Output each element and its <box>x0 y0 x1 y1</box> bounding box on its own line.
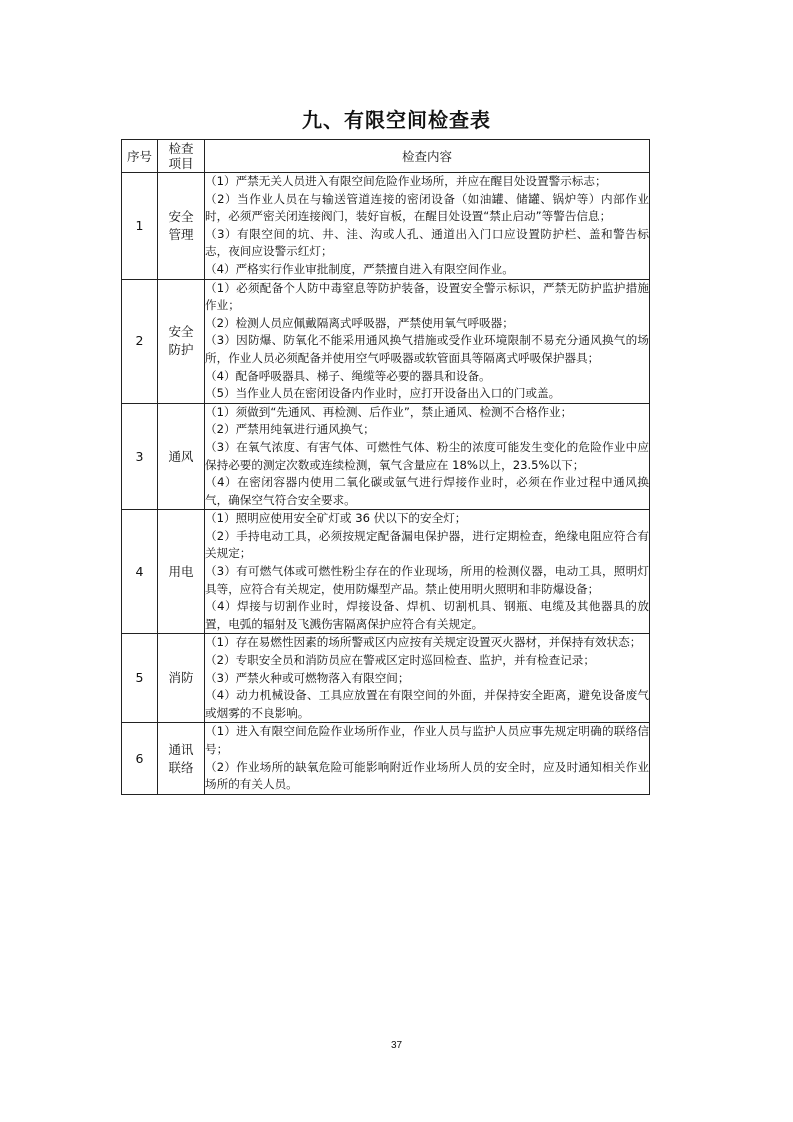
row-seq: 1 <box>122 173 158 280</box>
content-item: （4）在密闭容器内使用二氧化碳或氩气进行焊接作业时，必须在作业过程中通风换气，确保空气符合安全要求。 <box>205 475 649 507</box>
content-item: （4）配备呼吸器具、梯子、绳缆等必要的器具和设备。 <box>205 368 491 383</box>
content-item: （3）因防爆、防氧化不能采用通风换气措施或受作业环境限制不易充分通风换气的场所，作业人员必须配备并使用空气呼吸器或软管面具等隔离式呼吸保护器具； <box>205 333 649 365</box>
header-seq: 序号 <box>122 140 158 173</box>
row-category <box>158 173 205 280</box>
row-content <box>205 723 650 794</box>
row-category <box>158 723 205 794</box>
row-content <box>205 510 650 634</box>
table-row <box>122 173 650 280</box>
content-item: （2）当作业人员在与输送管道连接的密闭设备（如油罐、储罐、锅炉等）内部作业时，必须严密关闭连接阀门，装好盲板，在醒目处设置“禁止启动”等警告信息； <box>205 191 649 224</box>
table-row <box>122 279 650 403</box>
content-item: （1）进入有限空间危险作业场所作业，作业人员与监护人员应事先规定明确的联络信号； <box>205 724 649 756</box>
row-seq: 5 <box>122 634 158 723</box>
row-category-label: 安全防护 <box>168 324 194 358</box>
row-content <box>205 634 650 723</box>
content-item: （1）须做到“先通风、再检测、后作业”，禁止通风、检测不合格作业； <box>205 404 573 419</box>
content-item: （3）有可燃气体或可燃性粉尘存在的作业现场，所用的检测仪器，电动工具，照明灯具等，应符合有关规定，使用防爆型产品。禁止使用明火照明和非防爆设备； <box>205 564 649 596</box>
table-body <box>122 173 650 795</box>
inspection-table <box>121 139 650 795</box>
row-category-label: 消防 <box>168 670 194 686</box>
content-item: （2）手持电动工具，必须按规定配备漏电保护器，进行定期检查，绝缘电阻应符合有关规定； <box>205 528 649 561</box>
header-category <box>158 140 205 173</box>
header-category-label: 检查项目 <box>168 141 194 171</box>
header-content: 检查内容 <box>205 140 650 173</box>
row-seq: 4 <box>122 510 158 634</box>
row-category-label: 通讯联络 <box>168 741 194 775</box>
row-category-label: 安全管理 <box>168 208 194 242</box>
content-item: （2）检测人员应佩戴隔离式呼吸器，严禁使用氧气呼吸器； <box>205 315 514 330</box>
table-header-row <box>122 140 650 173</box>
row-category-label: 通风 <box>168 448 194 464</box>
content-item: （4）焊接与切割作业时，焊接设备、焊机、切割机具、钢瓶、电缆及其他器具的放置，电弧的辐射及飞溅伤害隔离保护应符合有关规定。 <box>205 599 649 631</box>
content-item: （1）存在易燃性因素的场所警戒区内应按有关规定设置灭火器材，并保持有效状态； <box>205 635 642 650</box>
content-item: （2）严禁用纯氧进行通风换气； <box>205 422 375 437</box>
row-category-label: 用电 <box>168 563 194 579</box>
content-item: （3）有限空间的坑、井、洼、沟或人孔、通道出入门口应设置防护栏、盖和警告标志，夜间应设警示红灯； <box>205 226 649 259</box>
content-item: （4）动力机械设备、工具应放置在有限空间的外面，并保持安全距离，避免设备废气或烟雾的不良影响。 <box>205 688 649 720</box>
page-title: 九、有限空间检查表 <box>302 108 491 132</box>
row-seq: 3 <box>122 403 158 510</box>
content-item: （1）必须配备个人防中毒窒息等防护装备，设置安全警示标识，严禁无防护监护措施作业； <box>205 280 649 313</box>
content-item: （2）专职安全员和消防员应在警戒区定时巡回检查、监护，并有检查记录； <box>205 653 595 668</box>
content-item: （3）严禁火种或可燃物落入有限空间； <box>205 670 410 685</box>
content-item: （5）当作业人员在密闭设备内作业时，应打开设备出入口的门或盖。 <box>205 386 561 401</box>
content-item: （1）照明应使用安全矿灯或 36 伏以下的安全灯； <box>205 511 467 526</box>
table-row <box>122 403 650 510</box>
row-category <box>158 279 205 403</box>
row-content <box>205 279 650 403</box>
table-row <box>122 510 650 634</box>
row-category <box>158 403 205 510</box>
row-content <box>205 173 650 280</box>
table-row <box>122 634 650 723</box>
content-item: （1）严禁无关人员进入有限空间危险作业场所，并应在醒目处设置警示标志； <box>205 174 607 188</box>
page-number: 37 <box>390 1040 403 1051</box>
row-content <box>205 403 650 510</box>
row-category <box>158 634 205 723</box>
table-row <box>122 723 650 794</box>
content-item: （4）严格实行作业审批制度，严禁擅自进入有限空间作业。 <box>205 261 514 276</box>
row-category <box>158 510 205 634</box>
row-seq: 2 <box>122 279 158 403</box>
content-item: （2）作业场所的缺氧危险可能影响附近作业场所人员的安全时，应及时通知相关作业场所的有关人员。 <box>205 759 649 792</box>
content-item: （3）在氧气浓度、有害气体、可燃性气体、粉尘的浓度可能发生变化的危险作业中应保持必要的测定次数或连续检测，氧气含量应在 18%以上，23.5%以下； <box>205 439 649 472</box>
row-seq: 6 <box>122 723 158 794</box>
